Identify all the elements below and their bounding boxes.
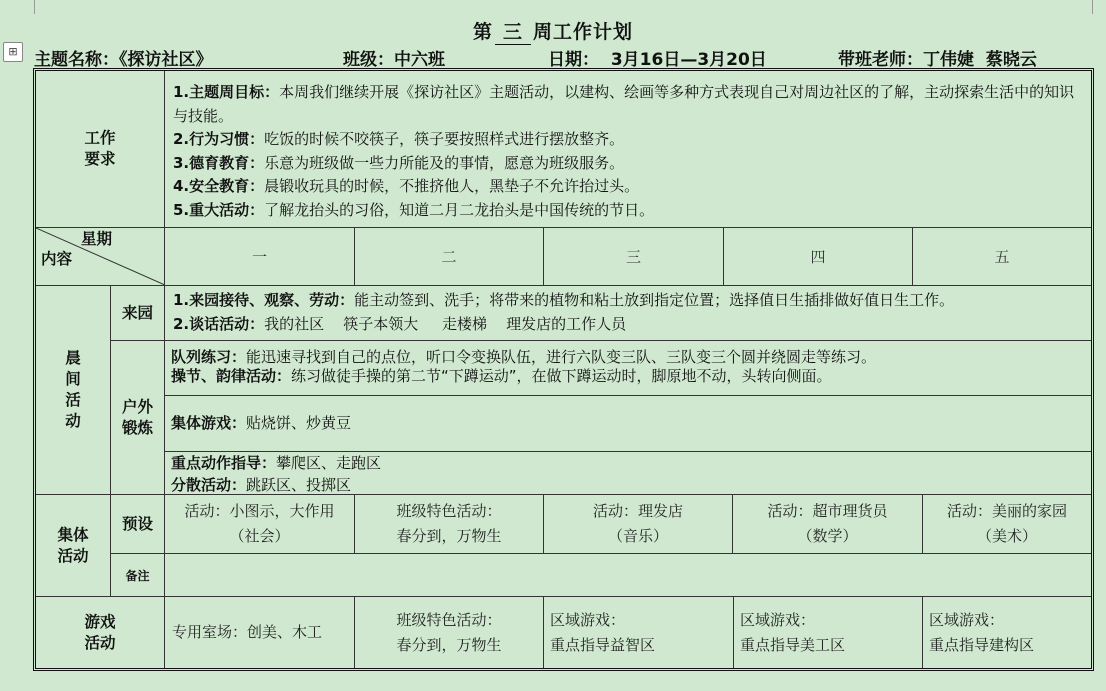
page-margin-line	[34, 0, 35, 14]
arrival-content: 1.来园接待、观察、劳动：能主动签到、洗手；将带来的植物和粘土放到指定位置；选择值日生插排做好值日生工作。 2.谈话活动：我的社区 筷子本领大 走楼梯 理发店的工作人员	[165, 286, 1091, 341]
page-margin-line	[1092, 0, 1093, 14]
weekday-wed: 三	[544, 228, 724, 286]
game-activity-fri: 区域游戏： 重点指导建构区	[929, 610, 1035, 654]
work-requirements-label: 工作 要求	[36, 71, 165, 228]
requirement-item: 2.行为习惯：吃饭的时候不咬筷子，筷子要按照样式进行摆放整齐。	[173, 130, 625, 148]
morning-activities-label: 晨 间 活 动	[36, 286, 111, 495]
requirement-item: 5.重大活动：了解龙抬头的习俗，知道二月二龙抬头是中国传统的节日。	[173, 200, 655, 219]
game-activities-label: 游戏 活动	[36, 597, 165, 668]
work-requirements-content	[165, 71, 1091, 228]
page-title	[0, 17, 1106, 45]
group-activities-label: 集体 活动	[36, 495, 111, 597]
diag-weekday-label: 星期	[81, 230, 113, 248]
outdoor-group-game: 集体游戏：贴烧饼、炒黄豆	[165, 396, 1091, 452]
weekday-tue: 二	[355, 228, 544, 286]
group-activity-mon: 活动：小图示，大作用 （社会）	[165, 495, 355, 554]
group-activity-thu: 活动：超市理货员 （数学）	[733, 495, 923, 554]
outdoor-free-activities: 重点动作指导：攀爬区、走跑区 分散活动：跳跃区、投掷区	[165, 452, 1091, 495]
requirement-item: 4.安全教育：晨锻收玩具的时候，不推挤他人，黑垫子不允许抬过头。	[173, 177, 640, 195]
class-name: 班级：中六班	[343, 50, 445, 70]
weekday-mon: 一	[165, 228, 355, 286]
group-activity-wed: 活动：理发店 （音乐）	[544, 495, 733, 554]
group-activity-fri: 活动：美丽的家园 （美术）	[923, 495, 1091, 554]
note-label: 备注	[111, 554, 165, 597]
outdoor-exercise-label: 户外 锻炼	[111, 341, 165, 495]
diag-content-label: 内容	[41, 250, 73, 268]
table-move-handle[interactable]: ⊞	[3, 42, 23, 62]
preset-label: 预设	[111, 495, 165, 554]
weekday-thu: 四	[724, 228, 913, 286]
game-activity-mon: 专用室场：创美、木工	[165, 597, 355, 668]
weekday-fri: 五	[913, 228, 1091, 286]
arrival-label: 来园	[111, 286, 165, 341]
title-prefix: 第	[472, 21, 493, 43]
plan-table	[33, 68, 1094, 671]
group-activity-tue: 班级特色活动： 春分到，万物生	[355, 495, 544, 554]
outdoor-drills: 队列练习：能迅速寻找到自己的点位，听口令变换队伍，进行六队变三队、三队变三个圆并绕圆走等练习。 操节、韵律活动：练习做徒手操的第二节“下蹲运动”，在做下蹲运动时，脚原地不动，头转向侧面。	[165, 341, 1091, 396]
game-activity-thu: 区域游戏： 重点指导美工区	[734, 597, 923, 668]
requirement-item: 1.主题周目标：本周我们继续开展《探访社区》主题活动，以建构、绘画等多种方式表现自己对周边社区的了解，主动探索生活中的知识与技能。	[173, 83, 1075, 125]
diagonal-header-cell	[36, 228, 165, 286]
game-activity-wed: 区域游戏： 重点指导益智区	[544, 597, 734, 668]
date-range: 日期： 3月16日—3月20日	[548, 50, 767, 70]
note-content[interactable]	[165, 554, 1091, 597]
teachers: 带班老师：丁伟婕 蔡晓云	[838, 50, 1037, 70]
theme-name: 主题名称：《探访社区》	[34, 50, 213, 70]
requirement-item: 3.德育教育：乐意为班级做一些力所能及的事情，愿意为班级服务。	[173, 153, 625, 172]
game-activity-tue: 班级特色活动： 春分到，万物生	[355, 597, 544, 668]
title-suffix: 周工作计划	[533, 21, 634, 43]
week-number: 三	[495, 17, 531, 45]
